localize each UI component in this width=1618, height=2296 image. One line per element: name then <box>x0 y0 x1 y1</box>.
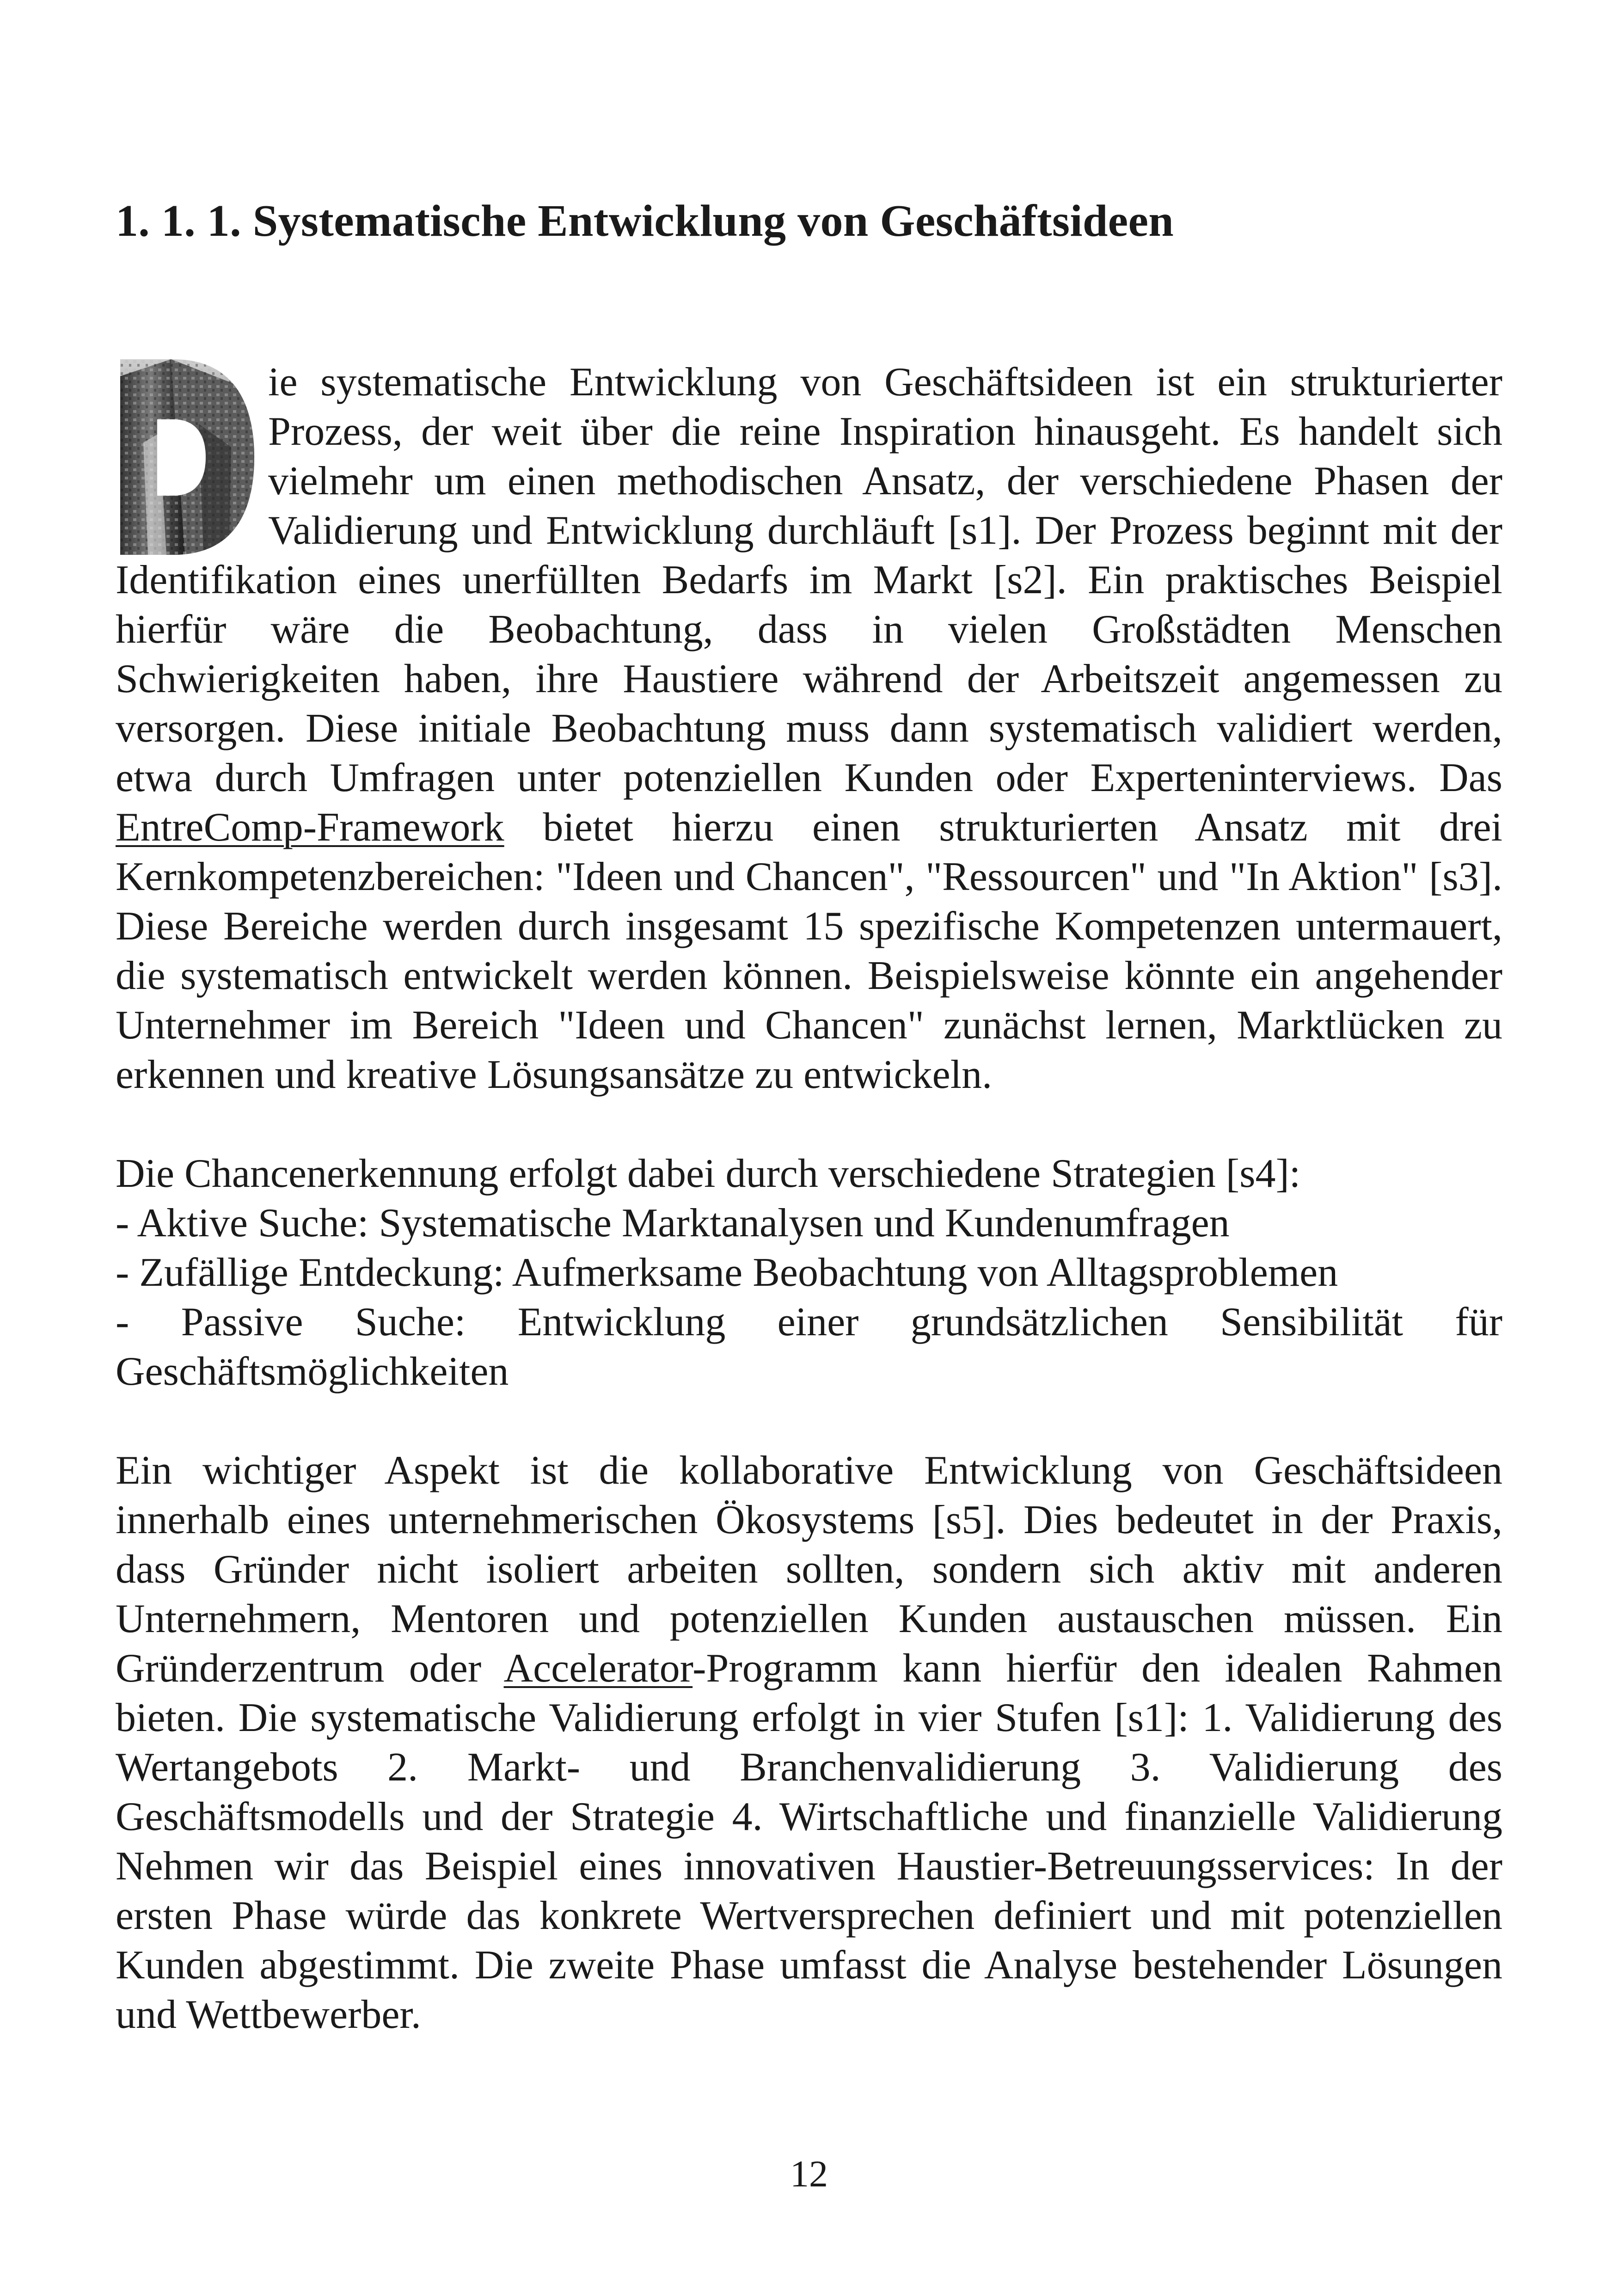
paragraph-1-text: ie systematische Entwicklung von Geschäftsideen ist ein strukturierter Prozess, der weit über die reine Inspiration hinausgeht. Es handelt sich vielmehr um einen methodischen Ansatz, der verschiedene Phasen der Validierung und Entwicklung durchläuft [s1]. Der Prozess beginnt mit der Identifikation eines unerfüllten Bedarfs im Markt [s2]. Ein praktisches Beispiel hierfür wäre die Beobachtung, dass in vielen Großstädten Menschen Schwierigkeiten haben, ihre Haustiere während der Arbeitszeit angemessen zu versorgen. Diese initiale Beobachtung muss dann systematisch validiert werden, etwa durch Umfragen unter potenziellen Kunden oder Experteninterviews. Das <box>116 359 1502 800</box>
image-filled-drop-cap-letter-icon <box>116 359 254 555</box>
paragraph-1-continuation: bietet hierzu einen strukturierten Ansatz mit drei Kernkompetenzbereichen: "Ideen und Chancen", "Ressourcen" und "In Aktion" [s3]. Diese Bereiche werden durch insgesamt 15 spezifische Kompetenzen untermauert, die systematisch entwickelt werden können. Beispielsweise könnte ein angehender Unternehmer im Bereich "Ideen und Chancen" zunächst lernen, Marktlücken zu erkennen und kreative Lösungsansätze zu entwickeln. <box>116 804 1502 1097</box>
paragraph-1 <box>116 357 1502 1099</box>
strategies-intro: Die Chancenerkennung erfolgt dabei durch verschiedene Strategien [s4]: <box>116 1151 1301 1196</box>
paragraph-3 <box>116 1446 1502 2039</box>
drop-cap-letter <box>116 359 254 555</box>
body-text <box>116 357 1502 2039</box>
paragraph-2 <box>116 1149 1502 1396</box>
entrecomp-framework-link[interactable]: EntreComp-Framework <box>116 804 504 850</box>
list-item-passive-search: - Passive Suche: Entwicklung einer grundsätzlichen Sensibilität für Geschäftsmöglichkeiten <box>116 1299 1502 1394</box>
list-item-active-search: - Aktive Suche: Systematische Marktanalysen und Kundenumfragen <box>116 1200 1230 1246</box>
paragraph-3-text: Ein wichtiger Aspekt ist die kollaborative Entwicklung von Geschäftsideen innerhalb eines unternehmerischen Ökosystems [s5]. Dies bedeutet in der Praxis, dass Gründer nicht isoliert arbeiten sollten, sondern sich aktiv mit anderen Unternehmern, Mentoren und potenziellen Kunden austauschen müssen. Ein Gründerzentrum oder <box>116 1448 1502 1691</box>
page-number: 12 <box>790 2153 828 2195</box>
page-content <box>116 194 1502 2039</box>
accelerator-link[interactable]: Accelerator <box>503 1645 693 1691</box>
section-heading: 1. 1. 1. Systematische Entwicklung von Geschäftsideen <box>116 196 1174 246</box>
list-item-random-discovery: - Zufällige Entdeckung: Aufmerksame Beobachtung von Alltagsproblemen <box>116 1250 1338 1295</box>
paragraph-3-continuation: -Programm kann hierfür den idealen Rahmen bieten. Die systematische Validierung erfolgt in vier Stufen [s1]: 1. Validierung des Wertangebots 2. Markt- und Branchenvalidierung 3. Validierung des Geschäftsmodells und der Strategie 4. Wirtschaftliche und finanzielle Validierung Nehmen wir das Beispiel eines innovativen Haustier-Betreuungsservices: In der ersten Phase würde das konkrete Wertversprechen definiert und mit potenziellen Kunden abgestimmt. Die zweite Phase umfasst die Analyse bestehender Lösungen und Wettbewerber. <box>116 1645 1503 2037</box>
